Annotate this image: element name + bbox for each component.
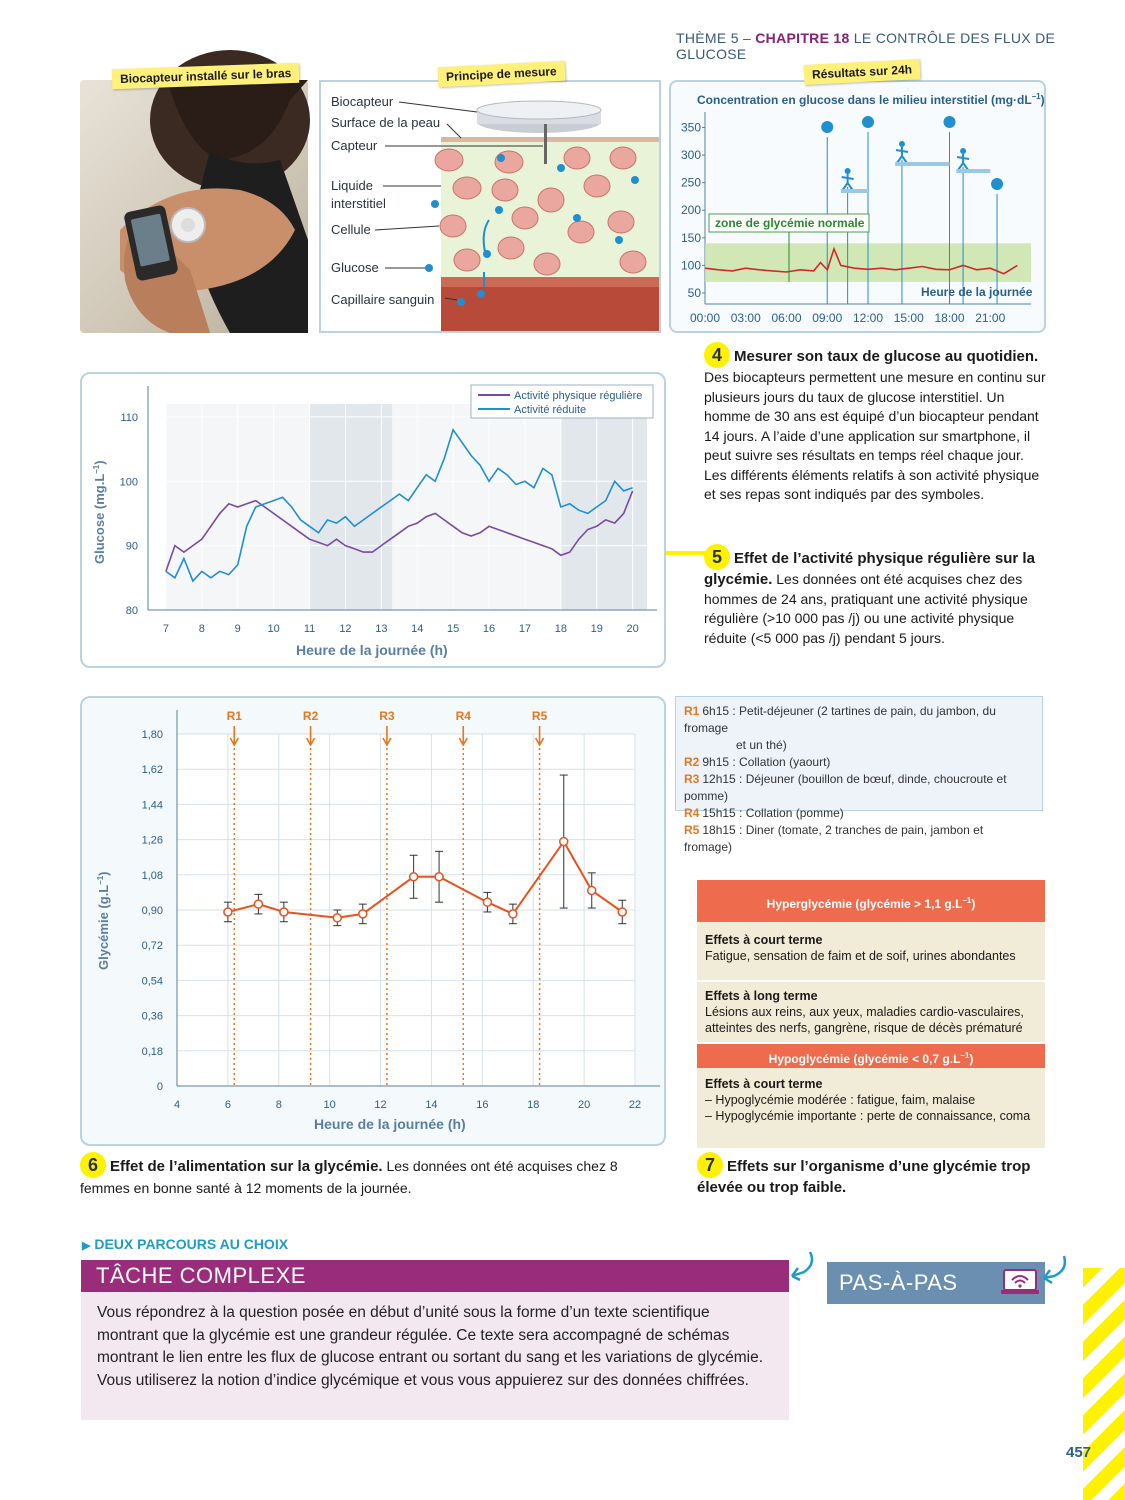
hyper-long-label: Effets à long terme bbox=[705, 989, 818, 1003]
chart6-ytick: 0 bbox=[156, 1081, 163, 1093]
chart6-xtick: 12 bbox=[374, 1099, 387, 1111]
page-number: 457 bbox=[1066, 1444, 1092, 1461]
hyper-header: Hyperglycémie (glycémie > 1,1 $g.L^{-1}$) bbox=[697, 880, 1045, 922]
running-header bbox=[676, 30, 1125, 62]
label-biocapteur: Biocapteur bbox=[331, 94, 394, 109]
chart6-ylabel: Glycémie $(g.L^{-1})$ bbox=[96, 871, 111, 970]
hyper-short-text: Fatigue, sensation de faim et de soif, urines abondantes bbox=[705, 949, 1016, 963]
meal-text: 18h15 : Diner (tomate, 2 tranches de pain, jambon et fromage) bbox=[684, 823, 984, 854]
hypo-short-label: Effets à court terme bbox=[705, 1077, 823, 1091]
apple-icon bbox=[862, 116, 874, 128]
data-point bbox=[483, 898, 491, 906]
running-icon bbox=[899, 141, 905, 147]
meal-text: 15h15 : Collation (pomme) bbox=[702, 806, 844, 820]
doc7-text bbox=[697, 1152, 1047, 1198]
chart6-xtick: 16 bbox=[476, 1099, 489, 1111]
chart5-xtick: 9 bbox=[234, 623, 241, 635]
laptop-wifi-icon bbox=[1000, 1268, 1040, 1298]
data-point bbox=[359, 910, 367, 918]
chart6-svg bbox=[82, 698, 664, 1144]
chart6-ytick: 1,08 bbox=[141, 869, 163, 882]
data-point bbox=[410, 873, 418, 881]
doc7-title: Effets sur l’organisme d’une glycémie trop élevée ou trop faible. bbox=[697, 1158, 1031, 1196]
chart5-ytick: 80 bbox=[125, 605, 138, 617]
doc4-title: Mesurer son taux de glucose au quotidien. bbox=[734, 348, 1039, 365]
chart6-ytick: 0,90 bbox=[141, 905, 163, 917]
label-cellule: Cellule bbox=[331, 222, 371, 237]
chart6-xtick: 20 bbox=[577, 1099, 591, 1111]
meal-text: 9h15 : Collation (yaourt) bbox=[702, 755, 831, 769]
pas-a-pas-label: PAS-À-PAS bbox=[839, 1270, 958, 1295]
chart5-xtick: 10 bbox=[267, 623, 280, 635]
chart5-ytick: 100 bbox=[119, 476, 138, 489]
chart5-ytick: 90 bbox=[125, 540, 138, 553]
meal-marker-label: R4 bbox=[455, 709, 471, 723]
chart6-ytick: 0,36 bbox=[141, 1010, 163, 1023]
meal-code: R5 bbox=[684, 823, 700, 837]
meal-item bbox=[684, 822, 1034, 856]
meal-item bbox=[684, 703, 1034, 754]
label-capteur: Capteur bbox=[331, 138, 378, 153]
apple-icon bbox=[944, 116, 956, 128]
meal-text: 6h15 : Petit-déjeuner (2 tartines de pain, du jambon, du fromage bbox=[684, 704, 996, 735]
results-axis-label: Heure de la journée bbox=[921, 285, 1033, 299]
results-xtick: 18:00 bbox=[934, 311, 965, 325]
meal-code: R2 bbox=[684, 755, 700, 769]
results-xtick: 06:00 bbox=[771, 311, 802, 325]
results-ytick: 200 bbox=[680, 203, 701, 218]
chart5-xtick: 8 bbox=[198, 623, 205, 635]
results-ytick: 350 bbox=[680, 120, 701, 135]
activity-plateau bbox=[956, 169, 990, 173]
data-point bbox=[224, 908, 232, 916]
running-icon bbox=[845, 168, 851, 174]
results-ytick: 50 bbox=[687, 285, 701, 300]
doc4-badge: 4 bbox=[704, 342, 730, 368]
doc5-title: Effet de l’activité physique régulière sur la glycémie. bbox=[704, 550, 1035, 588]
label-glucose: Glucose bbox=[331, 260, 379, 275]
chart5-panel bbox=[80, 372, 666, 668]
results-xtick: 21:00 bbox=[975, 311, 1006, 325]
results-chart bbox=[671, 82, 1044, 331]
results-xtick: 03:00 bbox=[730, 311, 761, 325]
chart5-xtick: 20 bbox=[626, 623, 639, 635]
hyper-short-label: Effets à court terme bbox=[705, 933, 823, 947]
chart5-xtick: 7 bbox=[162, 623, 170, 635]
chart6-ytick: 0,18 bbox=[141, 1045, 163, 1058]
parcours-heading bbox=[82, 1236, 288, 1252]
zone-label: zone de glycémie normale bbox=[715, 216, 865, 230]
meal-marker-label: R2 bbox=[302, 709, 319, 723]
label-capillaire: Capillaire sanguin bbox=[331, 292, 435, 307]
results-panel bbox=[669, 80, 1046, 333]
results-ytick: 250 bbox=[680, 175, 701, 190]
photo-panel bbox=[80, 80, 308, 333]
chart6-xtick: 22 bbox=[628, 1099, 642, 1111]
chart5-xtick: 19 bbox=[590, 623, 603, 635]
chart5-ytick: 110 bbox=[120, 411, 138, 424]
data-point bbox=[509, 910, 517, 918]
results-ytick: 150 bbox=[680, 230, 701, 245]
data-point bbox=[333, 914, 341, 922]
chart6-xtick: 8 bbox=[275, 1099, 282, 1111]
chart6-ytick: 1,62 bbox=[141, 764, 163, 777]
chart6-xtick: 4 bbox=[173, 1099, 181, 1111]
tache-complexe-body: Vous répondrez à la question posée en début d’unité sous la forme d’un texte scientifique montrant que la glycémie est une grandeur régulée. Ce texte sera accompagné de schémas montrant le lien entre les flux de glucose entrant ou sortant du sang et les variations de glycémie. Vous utiliserez la notion d’indice glycémique et vous vous appuierez sur des données chiffrées. bbox=[81, 1292, 789, 1420]
chart5-xtick: 13 bbox=[375, 623, 388, 635]
label-surface-peau: Surface de la peau bbox=[331, 115, 441, 130]
running-icon bbox=[960, 148, 966, 154]
label-liquide: Liquide bbox=[331, 178, 373, 193]
doc4-text bbox=[704, 342, 1049, 505]
meal-code: R1 bbox=[684, 704, 700, 718]
doc5-badge: 5 bbox=[704, 544, 730, 570]
data-point bbox=[280, 908, 288, 916]
chart5-svg bbox=[82, 374, 664, 666]
hyper-short-cell bbox=[697, 922, 1045, 982]
results-xtick: 12:00 bbox=[852, 311, 884, 325]
chart6-ytick: 1,44 bbox=[141, 799, 163, 812]
chart5-xtick: 15 bbox=[447, 623, 460, 635]
doc5-body: Les données ont été acquises chez des hommes de 24 ans, pratiquant une activité physique régulière (>10 000 pas /j) ou une activité physique réduite (<5 000 pas /j) pendant 5 jours. bbox=[704, 571, 1028, 646]
hypo-header: Hypoglycémie (glycémie < 0,7 $g.L^{-1}$) bbox=[697, 1044, 1045, 1068]
chart6-xtick: 6 bbox=[224, 1099, 231, 1111]
apple-icon bbox=[821, 121, 833, 133]
chart5-xtick: 12 bbox=[339, 623, 352, 635]
doc6-title: Effet de l’alimentation sur la glycémie. bbox=[110, 1158, 383, 1175]
curved-arrow-icon bbox=[782, 1248, 818, 1284]
chart5-xlabel: Heure de la journée (h) bbox=[296, 642, 448, 658]
results-xtick: 00:00 bbox=[689, 311, 721, 325]
hypo-short-cell bbox=[697, 1068, 1045, 1148]
doc6-body: Les données ont été acquises chez 8 femmes en bonne santé à 12 moments de la journée. bbox=[80, 1158, 618, 1196]
header-theme: THÈME 5 – bbox=[676, 30, 752, 46]
principle-tag: Principe de mesure bbox=[438, 61, 566, 88]
doc6-text bbox=[80, 1152, 670, 1198]
legend-label-regular: Activité physique régulière bbox=[514, 390, 643, 402]
meal-text-cont: et un thé) bbox=[736, 738, 787, 752]
meals-box bbox=[675, 696, 1043, 854]
arm-photo bbox=[80, 80, 308, 333]
meal-item bbox=[684, 805, 1034, 822]
curved-arrow-icon bbox=[1040, 1252, 1070, 1286]
hyper-long-text: Lésions aux reins, aux yeux, maladies cardio-vasculaires, atteintes des nerfs, gangrène, risque de décès prématuré bbox=[705, 1005, 1024, 1035]
data-point bbox=[560, 838, 568, 846]
chart5-shaded-band bbox=[310, 404, 393, 610]
meal-marker-label: R3 bbox=[379, 709, 395, 723]
data-point bbox=[254, 900, 262, 908]
meal-code: R4 bbox=[684, 806, 700, 820]
data-point bbox=[588, 886, 596, 894]
triangle-right-icon: ▶ bbox=[82, 1240, 91, 1252]
results-xtick: 09:00 bbox=[812, 311, 843, 325]
chart6-xtick: 10 bbox=[323, 1099, 336, 1111]
meal-text: 12h15 : Déjeuner (bouillon de bœuf, dinde, choucroute et pomme) bbox=[684, 772, 1007, 803]
parcours-label: DEUX PARCOURS AU CHOIX bbox=[94, 1236, 289, 1252]
results-tag: Résultats sur 24h bbox=[804, 59, 921, 85]
header-title: LE CONTRÔLE DES FLUX DE GLUCOSE bbox=[676, 30, 1056, 62]
results-ytick: 300 bbox=[680, 148, 701, 163]
chart5-ylabel: Glucose $(mg.L^{-1})$ bbox=[92, 460, 107, 564]
chart6-ytick: 0,72 bbox=[141, 940, 163, 953]
data-point bbox=[435, 873, 443, 881]
meal-item bbox=[684, 754, 1034, 771]
hyper-long-cell bbox=[697, 982, 1045, 1044]
results-xtick: 15:00 bbox=[893, 311, 924, 325]
chart6-ytick: 1,80 bbox=[141, 729, 163, 741]
label-interstitiel: interstitiel bbox=[331, 196, 386, 211]
decorative-stripe bbox=[1083, 1268, 1125, 1500]
tache-complexe-title[interactable]: TÂCHE COMPLEXE bbox=[81, 1260, 789, 1292]
principle-panel bbox=[319, 80, 661, 333]
meal-item bbox=[684, 771, 1034, 805]
doc6-badge: 6 bbox=[80, 1152, 106, 1178]
apple-icon bbox=[991, 178, 1003, 190]
legend-label-reduced: Activité réduite bbox=[514, 404, 587, 416]
meal-code: R3 bbox=[684, 772, 700, 786]
hypo-line2: – Hypoglycémie importante : perte de connaissance, coma bbox=[705, 1109, 1031, 1123]
data-point bbox=[618, 908, 626, 916]
chart5-xtick: 14 bbox=[411, 623, 424, 635]
doc7-badge: 7 bbox=[697, 1152, 723, 1178]
principle-diagram bbox=[321, 82, 659, 331]
sensor-filament bbox=[544, 124, 547, 164]
chart6-xlabel: Heure de la journée (h) bbox=[314, 1116, 466, 1132]
activity-plateau bbox=[895, 162, 949, 166]
chart6-ytick: 1,26 bbox=[141, 834, 163, 847]
photo-tag: Biocapteur installé sur le bras bbox=[112, 63, 300, 90]
results-title: Concentration en glucose dans le milieu interstitiel $(mg\cdot dL^{-1})$ bbox=[697, 92, 1045, 107]
header-chapter: CHAPITRE 18 bbox=[755, 30, 850, 46]
hypo-line1: – Hypoglycémie modérée : fatigue, faim, malaise bbox=[705, 1093, 976, 1107]
chart6-ytick: 0,54 bbox=[141, 975, 163, 988]
meal-marker-label: R1 bbox=[226, 709, 242, 723]
chart5-xtick: 11 bbox=[303, 623, 316, 635]
chart6-xtick: 14 bbox=[425, 1099, 438, 1111]
effects-table bbox=[697, 880, 1045, 1148]
chart6-xtick: 18 bbox=[527, 1099, 540, 1111]
doc5-text bbox=[704, 544, 1049, 648]
doc4-body: Des biocapteurs permettent une mesure en continu sur plusieurs jours du taux de glucose interstitiel. Un homme de 30 ans est équipé d’un biocapteur pendant 14 jours. A l’aide d’une application sur smartphone, il peut suivre ses résultats en temps réel chaque jour. Les différents éléments relatifs à son activité physique et ses repas sont indiqués par des symboles. bbox=[704, 369, 1046, 502]
results-ytick: 100 bbox=[680, 258, 701, 273]
chart5-xtick: 16 bbox=[482, 623, 496, 635]
chart6-panel bbox=[80, 696, 666, 1146]
chart5-xtick: 17 bbox=[518, 623, 532, 635]
doc5-connector bbox=[666, 551, 706, 555]
chart5-xtick: 18 bbox=[554, 623, 567, 635]
meal-marker-label: R5 bbox=[531, 709, 548, 723]
activity-plateau bbox=[841, 189, 868, 193]
